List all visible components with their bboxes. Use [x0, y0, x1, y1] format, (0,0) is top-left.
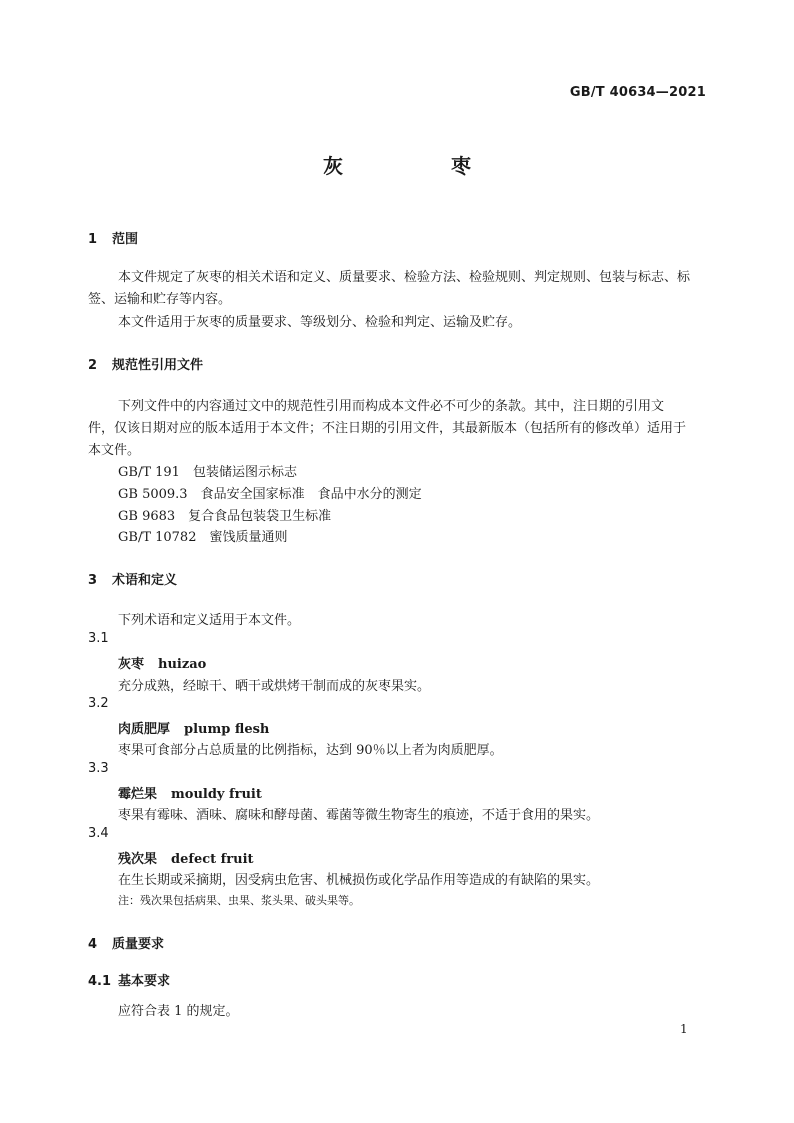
page-number: 1 — [680, 1022, 688, 1036]
term-chinese: 肉质肥厚 — [118, 722, 171, 737]
reference-title: 包装储运图示标志 — [192, 465, 297, 480]
normative-reference — [118, 483, 422, 502]
term-definition: 在生长期或采摘期，因受病虫危害、机械损伤或化学品作用等造成的有缺陷的果实。 — [118, 873, 600, 888]
section-2-paragraph-line-2: 件，仅该日期对应的版本适用于本文件；不注日期的引用文件，其最新版本（包括所有的修改单）适用于 — [88, 421, 687, 436]
term-clause-number: 3.2 — [88, 696, 109, 711]
term-english: plump flesh — [184, 722, 270, 737]
section-1-paragraph-1-line-2: 签、运输和贮存等内容。 — [88, 292, 232, 307]
section-title: 范围 — [112, 232, 139, 247]
section-1-paragraph-2: 本文件适用于灰枣的质量要求、等级划分、检验和判定、运输及贮存。 — [118, 315, 522, 330]
term-chinese: 灰枣 — [118, 657, 145, 672]
standard-number: GB/T 40634—2021 — [569, 85, 706, 100]
term-definition: 充分成熟，经晾干、晒干或烘烤干制而成的灰枣果实。 — [118, 679, 431, 694]
term-entry — [118, 653, 206, 672]
reference-code: GB 9683 — [118, 509, 176, 524]
section-title: 规范性引用文件 — [112, 358, 204, 373]
section-2-paragraph-line-1: 下列文件中的内容通过文中的规范性引用而构成本文件必不可少的条款。其中，注日期的引用文 — [118, 399, 665, 414]
section-title: 质量要求 — [112, 937, 165, 952]
reference-title: 蜜饯质量通则 — [209, 530, 288, 545]
reference-title: 食品安全国家标准 食品中水分的测定 — [200, 487, 422, 502]
reference-code: GB/T 10782 — [118, 530, 197, 545]
term-clause-number: 3.1 — [88, 631, 109, 646]
term-entry — [118, 783, 262, 802]
subsection-4-1-text: 应符合表 1 的规定。 — [118, 1004, 239, 1019]
section-4-heading — [88, 933, 164, 952]
term-chinese: 霉烂果 — [118, 787, 158, 802]
term-clause-number: 3.4 — [88, 826, 109, 841]
document-title: 灰 枣 — [323, 154, 515, 178]
section-number: 2 — [88, 358, 98, 373]
normative-reference — [118, 526, 288, 545]
term-chinese: 残次果 — [118, 852, 158, 867]
section-number: 4 — [88, 937, 98, 952]
section-3-intro: 下列术语和定义适用于本文件。 — [118, 613, 301, 628]
section-3-heading — [88, 569, 177, 588]
reference-code: GB/T 191 — [118, 465, 180, 480]
section-title: 术语和定义 — [112, 573, 178, 588]
subsection-4-1-heading — [88, 970, 170, 989]
term-definition: 枣果有霉味、酒味、腐味和酵母菌、霉菌等微生物寄生的痕迹，不适于食用的果实。 — [118, 808, 600, 823]
section-2-paragraph-line-3: 本文件。 — [88, 443, 141, 458]
section-number: 1 — [88, 232, 98, 247]
term-entry — [118, 848, 254, 867]
normative-reference — [118, 505, 331, 524]
subsection-title: 基本要求 — [118, 974, 171, 989]
term-english: mouldy fruit — [171, 787, 262, 802]
term-english: huizao — [158, 657, 207, 672]
section-1-heading — [88, 228, 138, 247]
normative-reference — [118, 461, 297, 480]
term-clause-number: 3.3 — [88, 761, 109, 776]
term-english: defect fruit — [171, 852, 254, 867]
reference-code: GB 5009.3 — [118, 487, 188, 502]
term-definition: 枣果可食部分占总质量的比例指标，达到 90％以上者为肉质肥厚。 — [118, 743, 503, 758]
section-2-heading — [88, 354, 203, 373]
term-entry — [118, 718, 269, 737]
section-1-paragraph-1-line-1: 本文件规定了灰枣的相关术语和定义、质量要求、检验方法、检验规则、判定规则、包装与标志、标 — [118, 270, 691, 285]
section-number: 3 — [88, 573, 98, 588]
reference-title: 复合食品包装袋卫生标准 — [188, 509, 332, 524]
note: 注：残次果包括病果、虫果、浆头果、破头果等。 — [118, 894, 360, 907]
subsection-number: 4.1 — [88, 974, 112, 989]
